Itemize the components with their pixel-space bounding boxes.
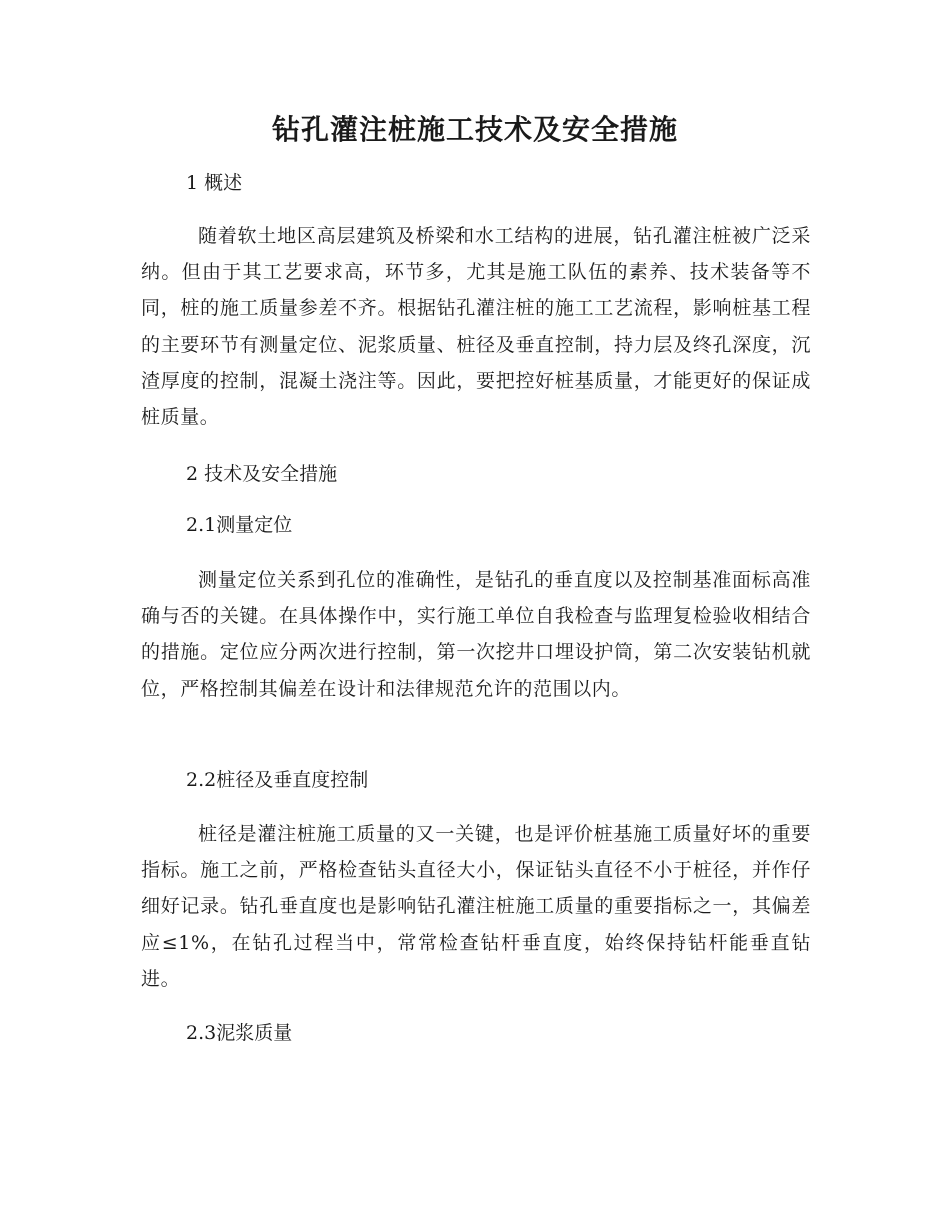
- section-heading-mud-quality: 2.3泥浆质量: [186, 1022, 293, 1044]
- section-heading-pile-diameter: 2.2桩径及垂直度控制: [186, 769, 369, 791]
- document-title: 钻孔灌注桩施工技术及安全措施: [271, 113, 678, 146]
- paragraph-overview: 随着软土地区高层建筑及桥梁和水工结构的进展，钻孔灌注桩被广泛采纳。但由于其工艺要求高，环节多，尤其是施工队伍的素养、技术装备等不同，桩的施工质量参差不齐。根据钻孔灌注桩的施工工艺流程，影响桩基工程的主要环节有测量定位、泥浆质量、桩径及垂直控制，持力层及终孔深度，沉渣厚度的控制，混凝土浇注等。因此，要把控好桩基质量，才能更好的保证成桩质量。: [141, 225, 811, 429]
- section-heading-survey-positioning: 2.1测量定位: [186, 514, 293, 536]
- paragraph-survey-positioning: 测量定位关系到孔位的准确性，是钻孔的垂直度以及控制基准面标高准确与否的关键。在具体操作中，实行施工单位自我检查与监理复检验收相结合的措施。定位应分两次进行控制，第一次挖井口埋设护筒，第二次安装钻机就位，严格控制其偏差在设计和法律规范允许的范围以内。: [141, 569, 811, 700]
- section-heading-overview: 1 概述: [186, 172, 243, 194]
- section-heading-measures: 2 技术及安全措施: [186, 463, 338, 485]
- paragraph-pile-diameter: 桩径是灌注桩施工质量的又一关键，也是评价桩基施工质量好坏的重要指标。施工之前，严格检查钻头直径大小，保证钻头直径不小于桩径，并作仔细好记录。钻孔垂直度也是影响钻孔灌注桩施工质量的重要指标之一，其偏差应≤1%，在钻孔过程当中，常常检查钻杆垂直度，始终保持钻杆能垂直钻进。: [141, 823, 811, 990]
